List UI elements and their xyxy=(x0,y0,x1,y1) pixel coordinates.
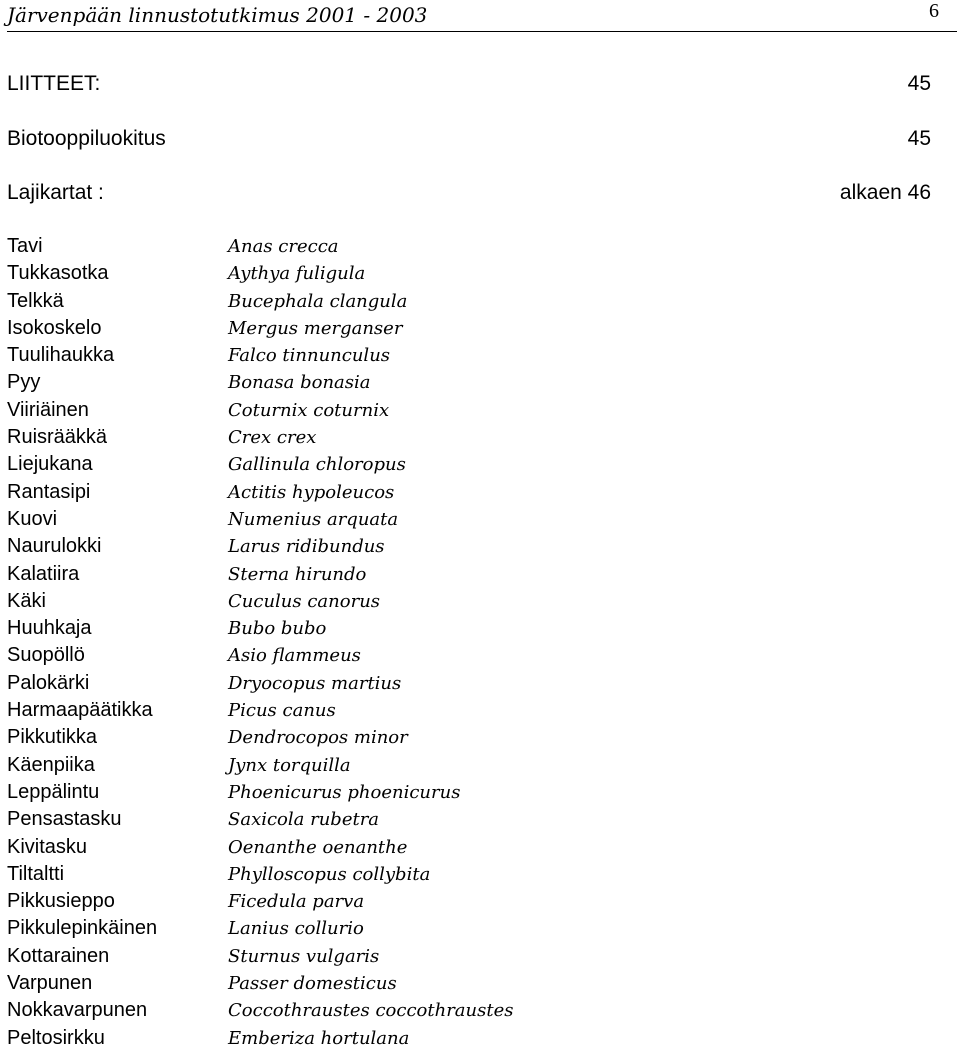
species-common-name: Palokärki xyxy=(7,671,90,694)
species-list xyxy=(7,235,567,1054)
species-scientific-name: Sturnus vulgaris xyxy=(228,945,380,967)
species-row xyxy=(7,508,567,535)
toc-label-biotope: Biotooppiluokitus xyxy=(7,127,166,150)
species-scientific-name: Anas crecca xyxy=(228,236,339,257)
toc-row-biotope xyxy=(7,127,931,155)
species-scientific-name: Crex crex xyxy=(228,427,317,449)
species-common-name: Tavi xyxy=(7,235,43,257)
species-scientific-name: Aythya fuligula xyxy=(228,263,366,285)
species-scientific-name: Bucephala clangula xyxy=(228,290,408,312)
species-row xyxy=(7,290,567,317)
species-scientific-name: Coccothraustes coccothraustes xyxy=(228,1000,514,1022)
toc-row-appendix xyxy=(7,72,931,100)
species-scientific-name: Jynx torquilla xyxy=(228,754,351,776)
species-scientific-name: Cuculus canorus xyxy=(228,590,381,612)
species-scientific-name: Emberiza hortulana xyxy=(228,1027,410,1049)
species-common-name: Kivitasku xyxy=(7,835,88,858)
species-scientific-name: Actitis hypoleucos xyxy=(228,481,395,503)
species-scientific-name: Coturnix coturnix xyxy=(228,399,390,421)
species-row xyxy=(7,426,567,453)
species-row xyxy=(7,945,567,972)
species-row xyxy=(7,235,567,262)
species-scientific-name: Sterna hirundo xyxy=(228,563,367,585)
species-row xyxy=(7,535,567,562)
species-scientific-name: Bubo bubo xyxy=(228,618,327,640)
species-scientific-name: Bonasa bonasia xyxy=(228,372,371,394)
species-common-name: Huuhkaja xyxy=(7,617,92,640)
species-row xyxy=(7,481,567,508)
species-common-name: Tukkasotka xyxy=(7,262,109,285)
species-common-name: Kalatiira xyxy=(7,562,80,585)
species-row xyxy=(7,863,567,890)
species-scientific-name: Falco tinnunculus xyxy=(228,345,391,367)
species-common-name: Suopöllö xyxy=(7,644,85,667)
species-row xyxy=(7,672,567,699)
species-common-name: Viiriäinen xyxy=(7,398,89,421)
toc-page-species-maps: alkaen 46 xyxy=(839,181,931,204)
species-common-name: Peltosirkku xyxy=(7,1026,105,1049)
species-scientific-name: Lanius collurio xyxy=(228,918,364,940)
species-row xyxy=(7,726,567,753)
toc-label-species-maps: Lajikartat : xyxy=(7,181,104,204)
species-row xyxy=(7,371,567,398)
species-scientific-name: Larus ridibundus xyxy=(228,536,385,558)
species-common-name: Tuulihaukka xyxy=(7,344,115,367)
species-row xyxy=(7,781,567,808)
document-title: Järvenpään linnustotutkimus 2001 - 2003 xyxy=(7,3,428,27)
species-scientific-name: Gallinula chloropus xyxy=(228,454,406,476)
species-scientific-name: Phoenicurus phoenicurus xyxy=(228,781,461,803)
species-common-name: Pikkutikka xyxy=(7,726,98,749)
species-row xyxy=(7,317,567,344)
species-common-name: Pyy xyxy=(7,371,41,394)
species-common-name: Pikkusieppo xyxy=(7,890,115,913)
toc-page-appendix: 45 xyxy=(907,72,931,95)
species-row xyxy=(7,999,567,1026)
species-common-name: Isokoskelo xyxy=(7,316,102,339)
species-row xyxy=(7,563,567,590)
species-common-name: Pikkulepinkäinen xyxy=(7,917,158,940)
page-header xyxy=(7,0,957,32)
species-row xyxy=(7,262,567,289)
species-row xyxy=(7,344,567,371)
species-common-name: Rantasipi xyxy=(7,480,91,503)
species-row xyxy=(7,808,567,835)
species-scientific-name: Oenanthe oenanthe xyxy=(228,836,408,858)
species-scientific-name: Passer domesticus xyxy=(228,973,397,995)
species-scientific-name: Asio flammeus xyxy=(228,645,361,667)
species-common-name: Kuovi xyxy=(7,507,58,530)
page-number: 6 xyxy=(929,0,939,22)
species-common-name: Varpunen xyxy=(7,972,93,995)
species-scientific-name: Saxicola rubetra xyxy=(228,809,380,831)
species-row xyxy=(7,617,567,644)
species-common-name: Kottarainen xyxy=(7,944,110,967)
species-common-name: Harmaapäätikka xyxy=(7,699,153,722)
species-scientific-name: Phylloscopus collybita xyxy=(228,863,431,885)
species-scientific-name: Dendrocopos minor xyxy=(228,727,408,749)
species-common-name: Ruisrääkkä xyxy=(7,426,108,449)
species-row xyxy=(7,644,567,671)
species-row xyxy=(7,754,567,781)
species-row xyxy=(7,453,567,480)
species-row xyxy=(7,890,567,917)
toc-row-species-maps xyxy=(7,181,931,209)
species-scientific-name: Dryocopus martius xyxy=(228,672,402,694)
species-row xyxy=(7,917,567,944)
species-scientific-name: Numenius arquata xyxy=(228,508,399,530)
species-common-name: Käenpiika xyxy=(7,753,95,776)
species-common-name: Naurulokki xyxy=(7,535,102,558)
species-row xyxy=(7,972,567,999)
toc-page-biotope: 45 xyxy=(907,127,931,150)
species-scientific-name: Mergus merganser xyxy=(228,317,403,339)
species-common-name: Käki xyxy=(7,589,46,612)
species-common-name: Tiltaltti xyxy=(7,862,65,885)
toc-label-appendix: LIITTEET: xyxy=(7,72,101,95)
species-scientific-name: Ficedula parva xyxy=(228,891,365,913)
species-common-name: Telkkä xyxy=(7,289,64,312)
species-common-name: Liejukana xyxy=(7,453,93,476)
species-row xyxy=(7,699,567,726)
species-row xyxy=(7,1027,567,1054)
species-row xyxy=(7,836,567,863)
species-scientific-name: Picus canus xyxy=(228,700,336,722)
species-row xyxy=(7,399,567,426)
species-common-name: Nokkavarpunen xyxy=(7,999,148,1022)
species-common-name: Leppälintu xyxy=(7,780,100,803)
species-common-name: Pensastasku xyxy=(7,808,122,831)
species-row xyxy=(7,590,567,617)
